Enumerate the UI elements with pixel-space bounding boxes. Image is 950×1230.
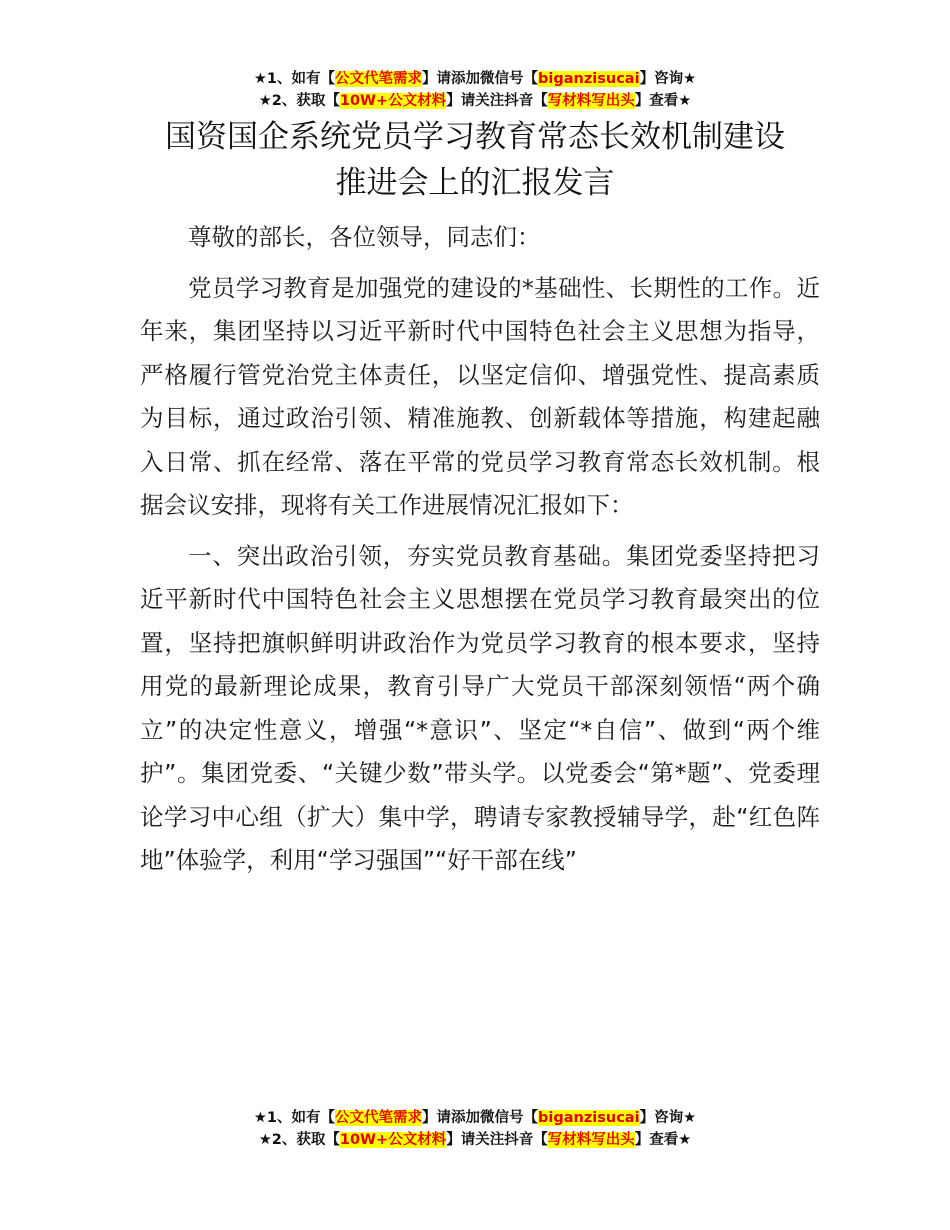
document-body <box>140 216 820 890</box>
banner-text: 】查看★ <box>634 1132 692 1148</box>
banner-text: ★1、如有【 <box>253 71 336 87</box>
banner-highlight: 公文代笔需求 <box>335 1110 423 1126</box>
banner-text: ★2、获取【 <box>258 93 340 109</box>
footer-banner <box>0 1107 950 1151</box>
body-paragraph: 党员学习教育是加强党的建设的*基础性、长期性的工作。近年来，集团坚持以习近平新时代中国特色社会主义思想为指导，严格履行管党治党主体责任，以坚定信仰、增强党性、提高素质为目标，通过政治引领、精准施教、创新载体等措施，构建起融入日常、抓在经常、落在平常的党员学习教育常态长效机制。根据会议安排，现将有关工作进展情况汇报如下： <box>140 273 820 519</box>
title-line-1: 国资国企系统党员学习教育常态长效机制建设 <box>165 119 785 155</box>
banner-highlight: 写材料写出头 <box>547 93 635 109</box>
banner-text: 】请添加微信号【 <box>422 1110 539 1126</box>
banner-highlight: 公文代笔需求 <box>335 71 423 87</box>
banner-text: 】请添加微信号【 <box>422 71 539 87</box>
greeting: 尊敬的部长，各位领导，同志们： <box>188 223 541 251</box>
banner-text: 】请关注抖音【 <box>446 1132 548 1148</box>
banner-text: 】咨询★ <box>639 1110 697 1126</box>
banner-highlight: biganzisucai <box>538 1110 640 1126</box>
banner-text: ★1、如有【 <box>253 1110 336 1126</box>
title-line-2: 推进会上的汇报发言 <box>335 165 615 201</box>
document-title <box>0 114 950 206</box>
banner-text: ★2、获取【 <box>258 1132 340 1148</box>
body-paragraph: 一、突出政治引领，夯实党员教育基础。集团党委坚持把习近平新时代中国特色社会主义思想摆在党员学习教育最突出的位置，坚持把旗帜鲜明讲政治作为党员学习教育的根本要求，坚持用党的最新理论成果，教育引导广大党员干部深刻领悟“两个确立”的决定性意义，增强“*意识”、坚定“*自信”、做到“两个维护”。集团党委、“关键少数”带头学。以党委会“第*题”、党委理论学习中心组（扩大）集中学，聘请专家教授辅导学，赴“红色阵地”体验学，利用“学习强国”“好干部在线” <box>140 541 820 874</box>
banner-line-1 <box>0 68 950 90</box>
banner-highlight: biganzisucai <box>538 71 640 87</box>
banner-line-1 <box>0 1107 950 1129</box>
banner-line-2 <box>0 1129 950 1151</box>
banner-highlight: 10W+公文材料 <box>339 93 447 109</box>
banner-highlight: 10W+公文材料 <box>339 1132 447 1148</box>
header-banner <box>0 68 950 112</box>
banner-highlight: 写材料写出头 <box>547 1132 635 1148</box>
banner-text: 】请关注抖音【 <box>446 93 548 109</box>
banner-text: 】查看★ <box>634 93 692 109</box>
banner-line-2 <box>0 90 950 112</box>
banner-text: 】咨询★ <box>639 71 697 87</box>
